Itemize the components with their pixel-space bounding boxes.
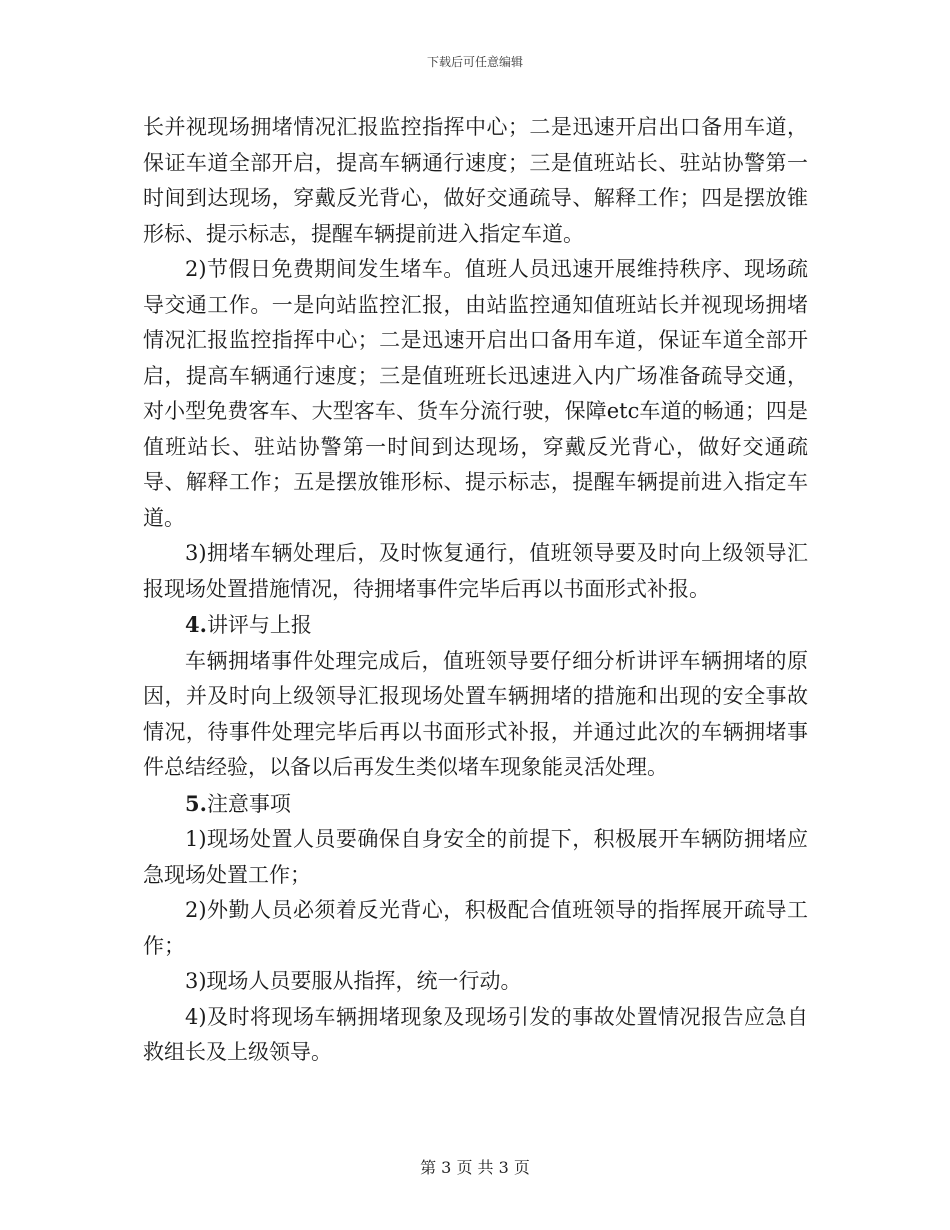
- note-item-4: 4)及时将现场车辆拥堵现象及现场引发的事故处置情况报告应急自救组长及上级领导。: [143, 1004, 808, 1064]
- paragraph-restore-traffic: 3)拥堵车辆处理后，及时恢复通行，值班领导要及时向上级领导汇报现场处置措施情况，待拥堵事件完毕后再以书面形式补报。: [143, 541, 808, 601]
- page-header: 下载后可任意编辑: [426, 55, 523, 69]
- section-title: 注意事项: [206, 791, 291, 816]
- section-heading-notes: [143, 786, 808, 823]
- page-footer: 第 3 页 共 3 页: [420, 1158, 530, 1177]
- note-item-2: 2)外勤人员必须着反光背心，积极配合值班领导的指挥展开疏导工作；: [143, 898, 808, 958]
- note-item-1: 1)现场处置人员要确保自身安全的前提下，积极展开车辆防拥堵应急现场处置工作；: [143, 827, 808, 887]
- section-number: 4.: [185, 612, 207, 637]
- paragraph-continuation: 长并视现场拥堵情况汇报监控指挥中心；二是迅速开启出口备用车道，保证车道全部开启，提高车辆通行速度；三是值班站长、驻站协警第一时间到达现场，穿戴反光背心，做好交通疏导、解释工作；四是摆放锥形标、提示标志，提醒车辆提前进入指定车道。: [143, 115, 808, 246]
- paragraph-review-report: 车辆拥堵事件处理完成后，值班领导要仔细分析讲评车辆拥堵的原因，并及时向上级领导汇报现场处置车辆拥堵的措施和出现的安全事故情况，待事件处理完毕后再以书面形式补报，并通过此次的车辆拥堵事件总结经验，以备以后再发生类似堵车现象能灵活处理。: [143, 648, 808, 779]
- section-heading-review: [143, 607, 808, 644]
- document-body: [143, 110, 808, 1071]
- section-title: 讲评与上报: [206, 613, 312, 637]
- note-item-3: 3)现场人员要服从指挥，统一行动。: [185, 969, 522, 993]
- section-number: 5.: [185, 790, 207, 816]
- paragraph-holiday-congestion: 2)节假日免费期间发生堵车。值班人员迅速开展维持秩序、现场疏导交通工作。一是向站监控汇报，由站监控通知值班站长并视现场拥堵情况汇报监控指挥中心；二是迅速开启出口备用车道，保证车道全部开启，提高车辆通行速度；三是值班班长迅速进入内广场准备疏导交通，对小型免费客车、大型客车、货车分流行驶，保障etc车道的畅通；四是值班站长、驻站协警第一时间到达现场，穿戴反光背心，做好交通疏导、解释工作；五是摆放锥形标、提示标志，提醒车辆提前进入指定车道。: [143, 257, 808, 530]
